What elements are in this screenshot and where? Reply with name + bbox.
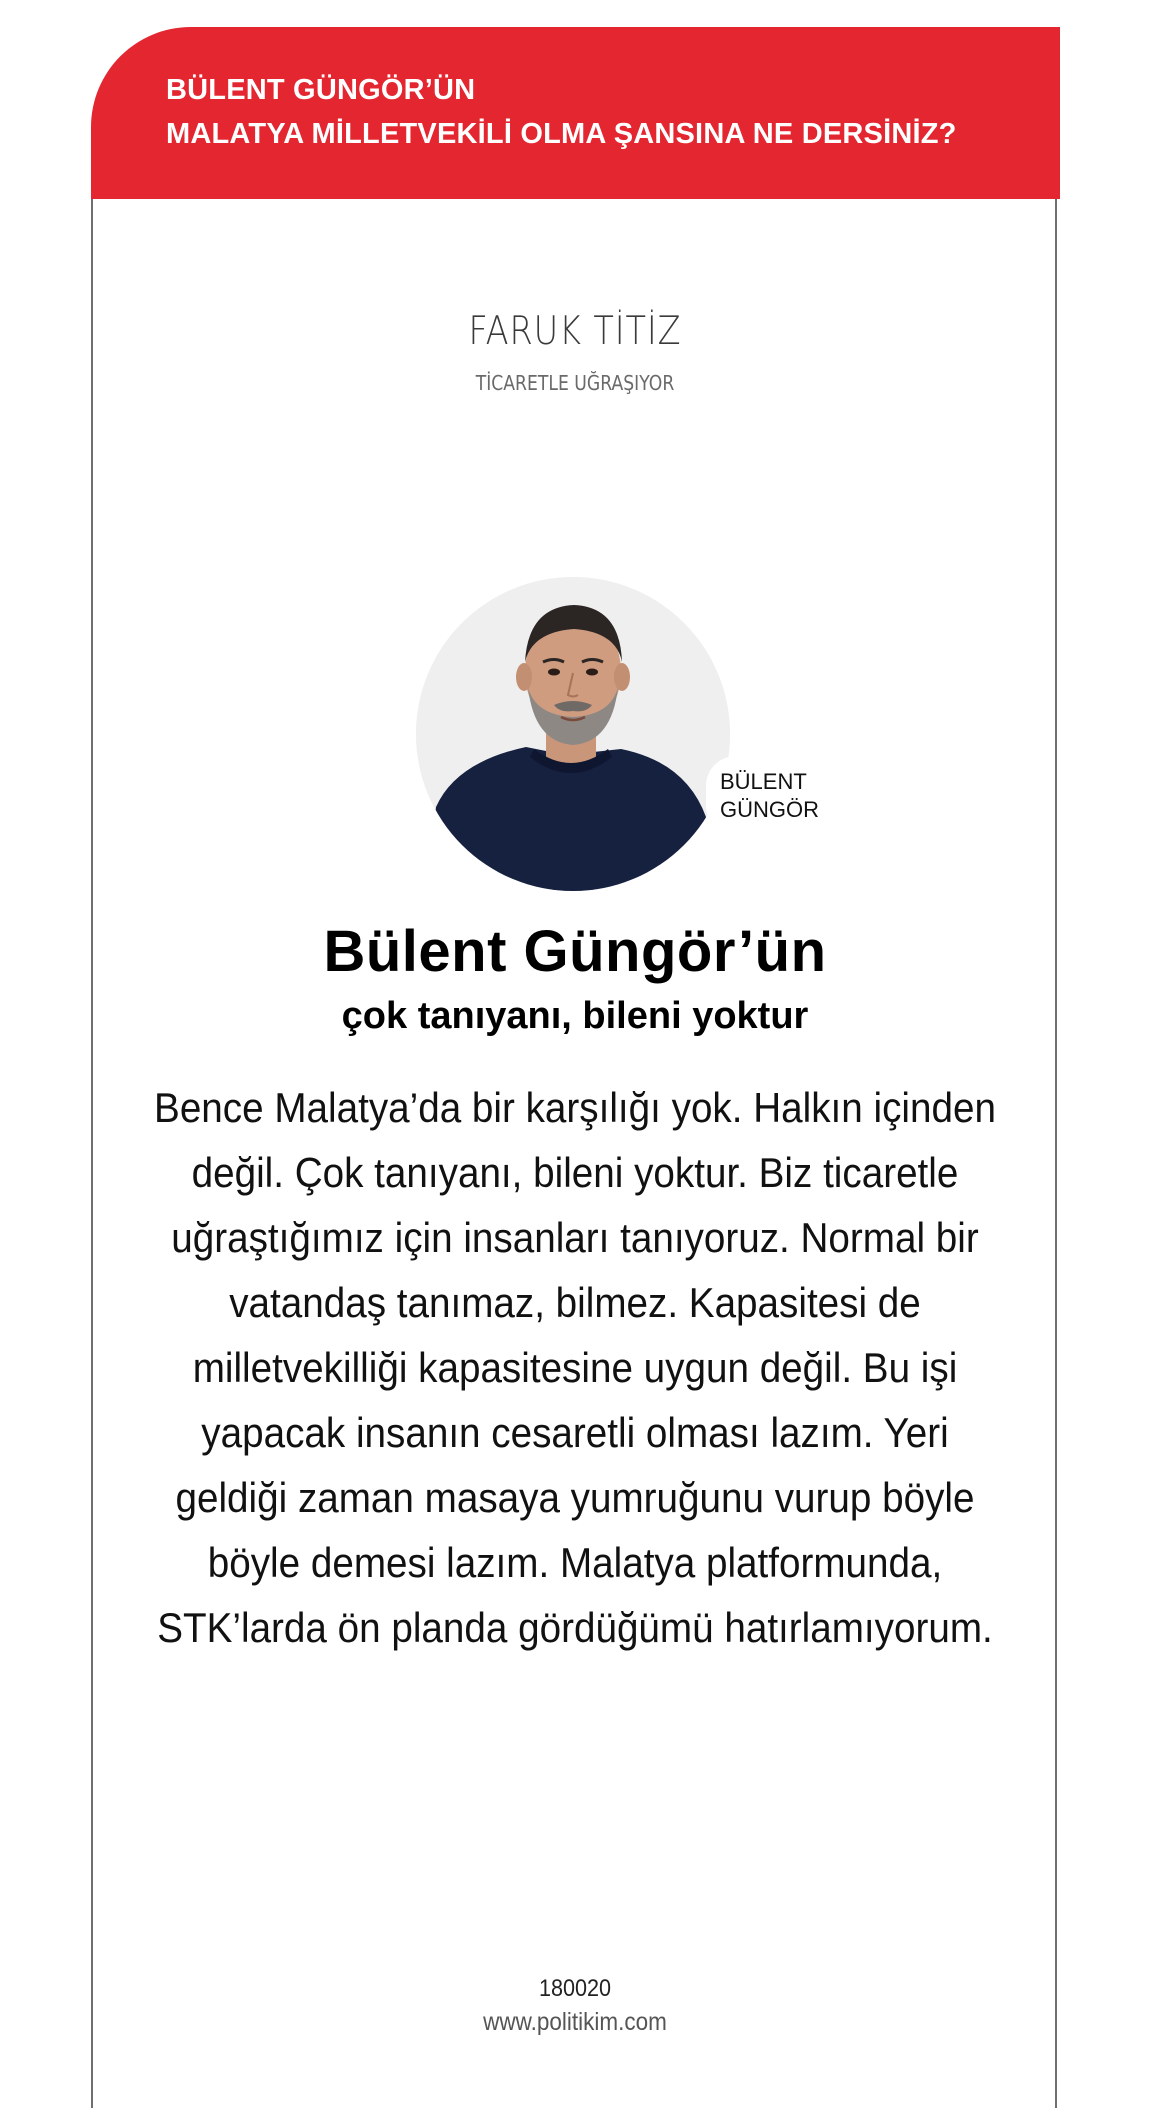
- article-body: [0, 1075, 1150, 1660]
- footer-url[interactable]: www.politikim.com: [483, 2008, 667, 2036]
- body-line: milletvekilliği kapasitesine uygun değil. Bu işi: [192, 1344, 958, 1391]
- body-line: değil. Çok tanıyanı, bileni yoktur. Biz ticaretle: [191, 1149, 959, 1196]
- body-line: vatandaş tanımaz, bilmez. Kapasitesi de: [229, 1279, 921, 1326]
- header-title-line-2: MALATYA MİLLETVEKİLİ OLMA ŞANSINA NE DERSİNİZ?: [166, 118, 957, 150]
- caption-first-name: BÜLENT: [720, 769, 807, 794]
- author-role: TİCARETLE UĞRAŞIYOR: [475, 371, 675, 395]
- body-line: Bence Malatya’da bir karşılığı yok. Halkın içinden: [154, 1084, 996, 1131]
- article-headline: Bülent Güngör’ün: [323, 919, 827, 984]
- body-line: STK’larda ön planda gördüğümü hatırlamıyorum.: [157, 1604, 993, 1651]
- body-line: uğraştığımız için insanları tanıyoruz. Normal bir: [171, 1214, 979, 1261]
- portrait-photo: [416, 577, 730, 891]
- body-line: yapacak insanın cesaretli olması lazım. Yeri: [201, 1409, 949, 1456]
- author-name: FARUK TİTİZ: [468, 309, 682, 354]
- header-title-line-1: BÜLENT GÜNGÖR’ÜN: [166, 74, 476, 106]
- caption-last-name: GÜNGÖR: [720, 797, 819, 822]
- portrait-illustration: [416, 577, 730, 891]
- article-subheadline: çok tanıyanı, bileni yoktur: [341, 995, 809, 1037]
- body-line: geldiği zaman masaya yumruğunu vurup böyle: [175, 1474, 975, 1521]
- header-banner: [91, 27, 1060, 199]
- photo-caption: [720, 768, 819, 824]
- footer-code: 180020: [538, 1975, 612, 2002]
- body-line: böyle demesi lazım. Malatya platformunda,: [207, 1539, 943, 1586]
